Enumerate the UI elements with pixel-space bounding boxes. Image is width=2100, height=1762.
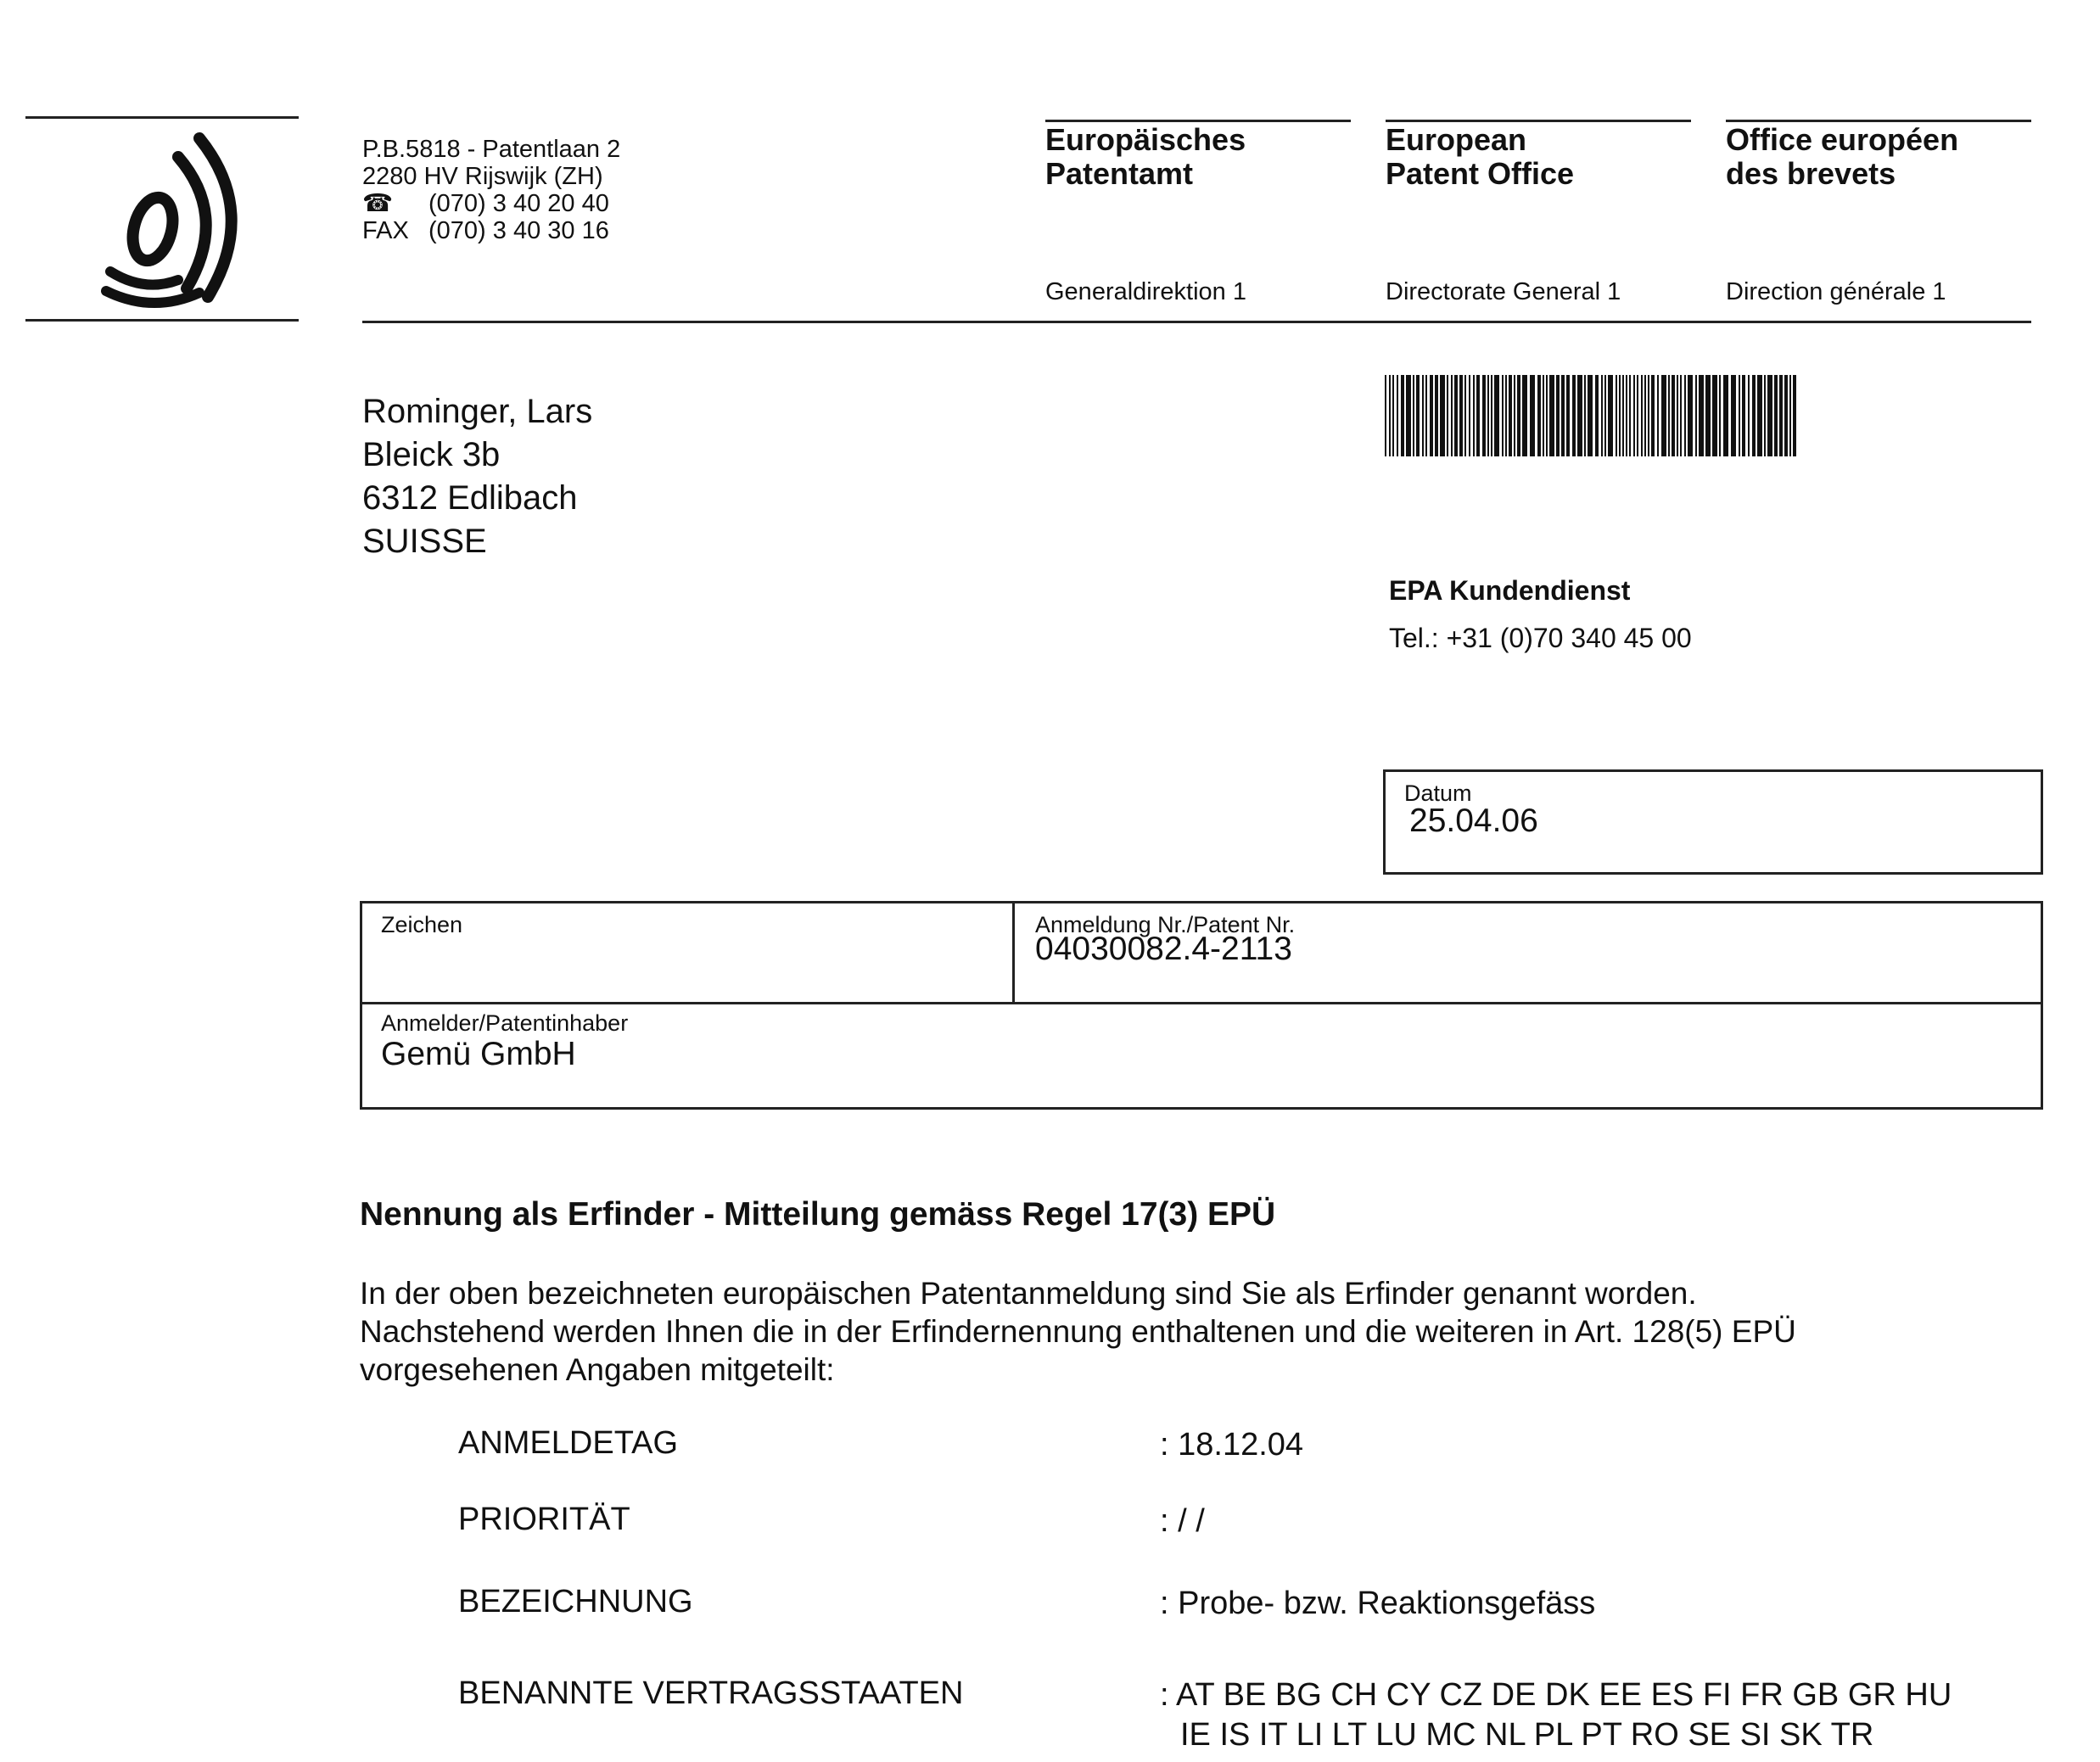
barcode-bar (1549, 375, 1554, 456)
logo-top-rule (25, 116, 299, 119)
directorate-de: Generaldirektion 1 (1045, 278, 1246, 305)
reference-vertical-divider (1012, 903, 1015, 1002)
barcode-bar (1385, 375, 1386, 456)
barcode-bar (1577, 375, 1582, 456)
barcode-bar (1641, 375, 1643, 456)
fax-row (362, 217, 620, 244)
barcode-bar (1505, 375, 1507, 456)
barcode-bar (1739, 375, 1740, 456)
zeichen-label: Zeichen (381, 912, 463, 937)
barcode-bar (1626, 375, 1627, 456)
barcode-bar (1401, 375, 1404, 456)
date-box (1383, 769, 2043, 875)
barcode-bar (1633, 375, 1635, 456)
body-line: Nachstehend werden Ihnen die in der Erfindernennung enthaltenen und die weiteren in Art. 128(5) EPÜ (360, 1314, 1796, 1349)
barcode-bar (1699, 375, 1704, 456)
barcode-bar (1491, 375, 1492, 456)
barcode-bar (1422, 375, 1424, 456)
barcode-bar (1793, 375, 1796, 456)
barcode-bar (1774, 375, 1778, 456)
barcode-bar (1473, 375, 1475, 456)
barcode-bar (1413, 375, 1414, 456)
barcode-bar (1425, 375, 1427, 456)
office-city: 2280 HV Rijswijk (ZH) (362, 163, 603, 190)
barcode-bar (1556, 375, 1560, 456)
epo-logo (93, 123, 255, 310)
barcode-bar (1530, 375, 1535, 456)
body-line: In der oben bezeichneten europäischen Patentanmeldung sind Sie als Erfinder genannt worden. (360, 1276, 1697, 1311)
barcode-bar (1482, 375, 1486, 456)
barcode-bar (1752, 375, 1756, 456)
barcode-bar (1561, 375, 1565, 456)
directorate-en: Directorate General 1 (1386, 278, 1621, 305)
recipient-country: SUISSE (362, 523, 487, 560)
barcode-bar (1684, 375, 1686, 456)
office-contact (362, 136, 620, 244)
barcode-bar (1476, 375, 1480, 456)
barcode-bar (1464, 375, 1466, 456)
barcode-bar (1764, 375, 1766, 456)
barcode-bar (1680, 375, 1682, 456)
barcode-bar (1779, 375, 1783, 456)
body-text (360, 1274, 1796, 1389)
subject-heading: Nennung als Erfinder - Mitteilung gemäss Regel 17(3) EPÜ (360, 1196, 1276, 1233)
barcode-bar (1392, 375, 1394, 456)
barcode-bar (1677, 375, 1678, 456)
barcode-bar (1595, 375, 1599, 456)
detail-label-filing-date: ANMELDETAG (458, 1425, 679, 1461)
detail-label-designated-states: BENANNTE VERTRAGSSTAATEN (458, 1675, 964, 1711)
office-name-en: European Patent Office (1386, 122, 1575, 191)
barcode-bar (1604, 375, 1606, 456)
detail-value-filing-date: : 18.12.04 (1160, 1427, 1304, 1463)
barcode-bar (1767, 375, 1772, 456)
detail-label-priority: PRIORITÄT (458, 1502, 630, 1537)
detail-value-designated-states (1160, 1675, 1952, 1755)
designated-states-line: : AT BE BG CH CY CZ DE DK EE ES FI FR GB GR HU (1160, 1677, 1952, 1713)
barcode-bar (1514, 375, 1515, 456)
barcode-bar (1672, 375, 1675, 456)
phone-row (362, 190, 620, 217)
barcode-bar (1397, 375, 1398, 456)
body-line: vorgesehenen Angaben mitgeteilt: (360, 1352, 835, 1387)
barcode-bar (1731, 375, 1736, 456)
barcode-bar (1705, 375, 1711, 456)
barcode-bar (1644, 375, 1646, 456)
recipient-street: Bleick 3b (362, 436, 501, 473)
detail-label-title: BEZEICHNUNG (458, 1584, 693, 1619)
recipient-name: Rominger, Lars (362, 393, 593, 430)
barcode-bar (1440, 375, 1445, 456)
barcode-bar (1584, 375, 1586, 456)
barcode-bar (1784, 375, 1788, 456)
barcode-bar (1502, 375, 1504, 456)
barcode-bar (1454, 375, 1458, 456)
barcode-bar (1406, 375, 1411, 456)
detail-value-priority: : / / (1160, 1503, 1205, 1539)
barcode-bar (1537, 375, 1541, 456)
barcode-bar (1616, 375, 1617, 456)
barcode-bar (1742, 375, 1745, 456)
detail-value-title: : Probe- bzw. Reaktionsgefäss (1160, 1586, 1596, 1621)
application-number-label: Anmeldung Nr./Patent Nr. (1035, 912, 1296, 937)
barcode-bar (1566, 375, 1570, 456)
date-label: Datum (1404, 780, 1472, 806)
barcode-bar (1572, 375, 1576, 456)
barcode-bar (1723, 375, 1728, 456)
barcode-bar (1389, 375, 1391, 456)
barcode-bar (1695, 375, 1697, 456)
barcode-bar (1447, 375, 1448, 456)
barcode-bar (1509, 375, 1512, 456)
barcode-bar (1517, 375, 1520, 456)
barcode-bar (1757, 375, 1762, 456)
directorate-fr: Direction générale 1 (1726, 278, 1946, 305)
barcode-bar (1416, 375, 1420, 456)
office-name-de: Europäisches Patentamt (1045, 122, 1246, 191)
barcode-bar (1719, 375, 1721, 456)
barcode-bar (1487, 375, 1489, 456)
reference-horizontal-divider (362, 1002, 2041, 1004)
logo-bottom-rule (25, 319, 299, 322)
applicant-label: Anmelder/Patentinhaber (381, 1010, 629, 1036)
barcode-bar (1748, 375, 1750, 456)
office-name-fr: Office européen des brevets (1726, 122, 1959, 191)
barcode-bar (1469, 375, 1470, 456)
barcode-bar (1712, 375, 1717, 456)
barcode-bar (1451, 375, 1453, 456)
barcode-bar (1637, 375, 1638, 456)
barcode-bar (1494, 375, 1499, 456)
phone-icon: ☎ (362, 190, 394, 217)
barcode-bar (1668, 375, 1670, 456)
fax-label: FAX (362, 217, 409, 244)
phone-number: (070) 3 40 20 40 (428, 190, 609, 217)
barcode-bar (1622, 375, 1624, 456)
barcode-bar (1629, 375, 1631, 456)
recipient-city: 6312 Edlibach (362, 479, 578, 517)
barcode-bar (1430, 375, 1433, 456)
service-tel: Tel.: +31 (0)70 340 45 00 (1389, 623, 1692, 653)
barcode-bar (1459, 375, 1463, 456)
barcode-bar (1651, 375, 1655, 456)
barcode-bar (1546, 375, 1548, 456)
applicant-value: Gemü GmbH (381, 1036, 576, 1072)
barcode-bar (1789, 375, 1791, 456)
barcode-bar (1435, 375, 1438, 456)
fax-number: (070) 3 40 30 16 (428, 217, 609, 244)
postbox: P.B.5818 - Patentlaan 2 (362, 136, 621, 163)
date-value: 25.04.06 (1409, 803, 1538, 839)
barcode-bar (1657, 375, 1659, 456)
application-number-value: 04030082.4-2113 (1035, 931, 1292, 967)
service-title: EPA Kundendienst (1389, 575, 1631, 606)
recipient-address (362, 390, 592, 563)
reference-box (360, 901, 2043, 1110)
barcode-bar (1619, 375, 1621, 456)
barcode-bar (1648, 375, 1649, 456)
barcode-bar (1608, 375, 1613, 456)
barcode (1385, 375, 1797, 456)
header-bottom-rule (362, 321, 2031, 323)
barcode-bar (1601, 375, 1603, 456)
barcode-bar (1688, 375, 1693, 456)
barcode-bar (1661, 375, 1666, 456)
barcode-bar (1522, 375, 1527, 456)
barcode-bar (1543, 375, 1544, 456)
designated-states-line: IE IS IT LI LT LU MC NL PL PT RO SE SI SK TR (1180, 1717, 1874, 1753)
barcode-bar (1588, 375, 1593, 456)
